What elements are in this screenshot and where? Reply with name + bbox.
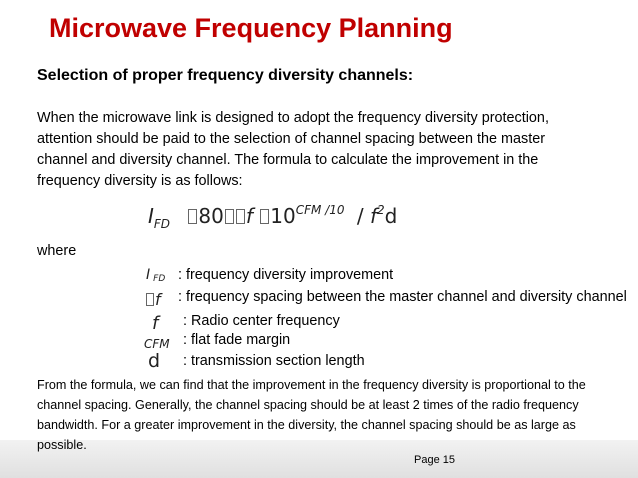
missing-glyph-box <box>236 209 245 224</box>
missing-glyph-box <box>188 209 197 224</box>
symbol-text: f <box>152 313 159 334</box>
slide-title: Microwave Frequency Planning <box>49 13 453 43</box>
symbol-ifd <box>146 267 165 284</box>
conclusion-line: possible. <box>37 438 87 452</box>
formula-coefficient: 80 <box>198 204 224 228</box>
formula-lhs: I <box>148 204 154 228</box>
formula-d: d <box>384 204 398 228</box>
symbol-text: f <box>155 290 161 309</box>
formula-division: / <box>356 204 364 228</box>
definition-text: : frequency diversity improvement <box>178 267 394 283</box>
symbol-cfm <box>144 337 170 351</box>
conclusion-paragraph <box>37 375 597 455</box>
symbol-text: CFM <box>144 337 170 351</box>
formula-f-squared: f <box>369 204 378 228</box>
conclusion-line: bandwidth. For a greater improvement in the diversity, the channel spacing should be as large as <box>37 418 576 432</box>
formula-lhs-subscript: FD <box>153 217 171 231</box>
symbol-d <box>148 350 160 372</box>
symbol-text: d <box>148 350 161 372</box>
definition-text: : Radio center frequency <box>183 313 340 329</box>
page-number: Page 15 <box>414 454 455 466</box>
intro-line: When the microwave link is designed to adopt the frequency diversity protection, <box>37 110 549 126</box>
intro-line: channel and diversity channel. The formula to calculate the improvement in the <box>37 152 539 168</box>
formula-base: 10 <box>270 204 296 228</box>
intro-line: frequency diversity is as follows: <box>37 173 243 189</box>
symbol-f <box>152 313 158 334</box>
symbol-subscript: FD <box>153 274 166 284</box>
formula-f: f <box>245 204 253 228</box>
formula-square: 2 <box>377 203 385 217</box>
definition-text: : flat fade margin <box>183 332 291 348</box>
section-heading: Selection of proper frequency diversity channels: <box>37 67 414 84</box>
intro-paragraph <box>37 108 627 192</box>
where-label: where <box>37 243 77 259</box>
symbol-text: I <box>146 267 151 283</box>
conclusion-line: channel spacing. Generally, the channel spacing should be at least 2 times of the radio frequency <box>37 398 579 412</box>
improvement-formula <box>148 203 397 231</box>
intro-line: attention should be paid to the selection of channel spacing between the master <box>37 131 546 147</box>
conclusion-line: From the formula, we can find that the improvement in the frequency diversity is proportional to the <box>37 378 586 392</box>
definition-text: : transmission section length <box>183 353 365 369</box>
missing-glyph-box <box>146 293 154 306</box>
missing-glyph-box <box>260 209 269 224</box>
missing-glyph-box <box>225 209 234 224</box>
formula-exponent: CFM /10 <box>295 203 345 217</box>
symbol-delta-f <box>146 290 161 309</box>
definition-text: : frequency spacing between the master channel and diversity channel <box>178 289 627 305</box>
